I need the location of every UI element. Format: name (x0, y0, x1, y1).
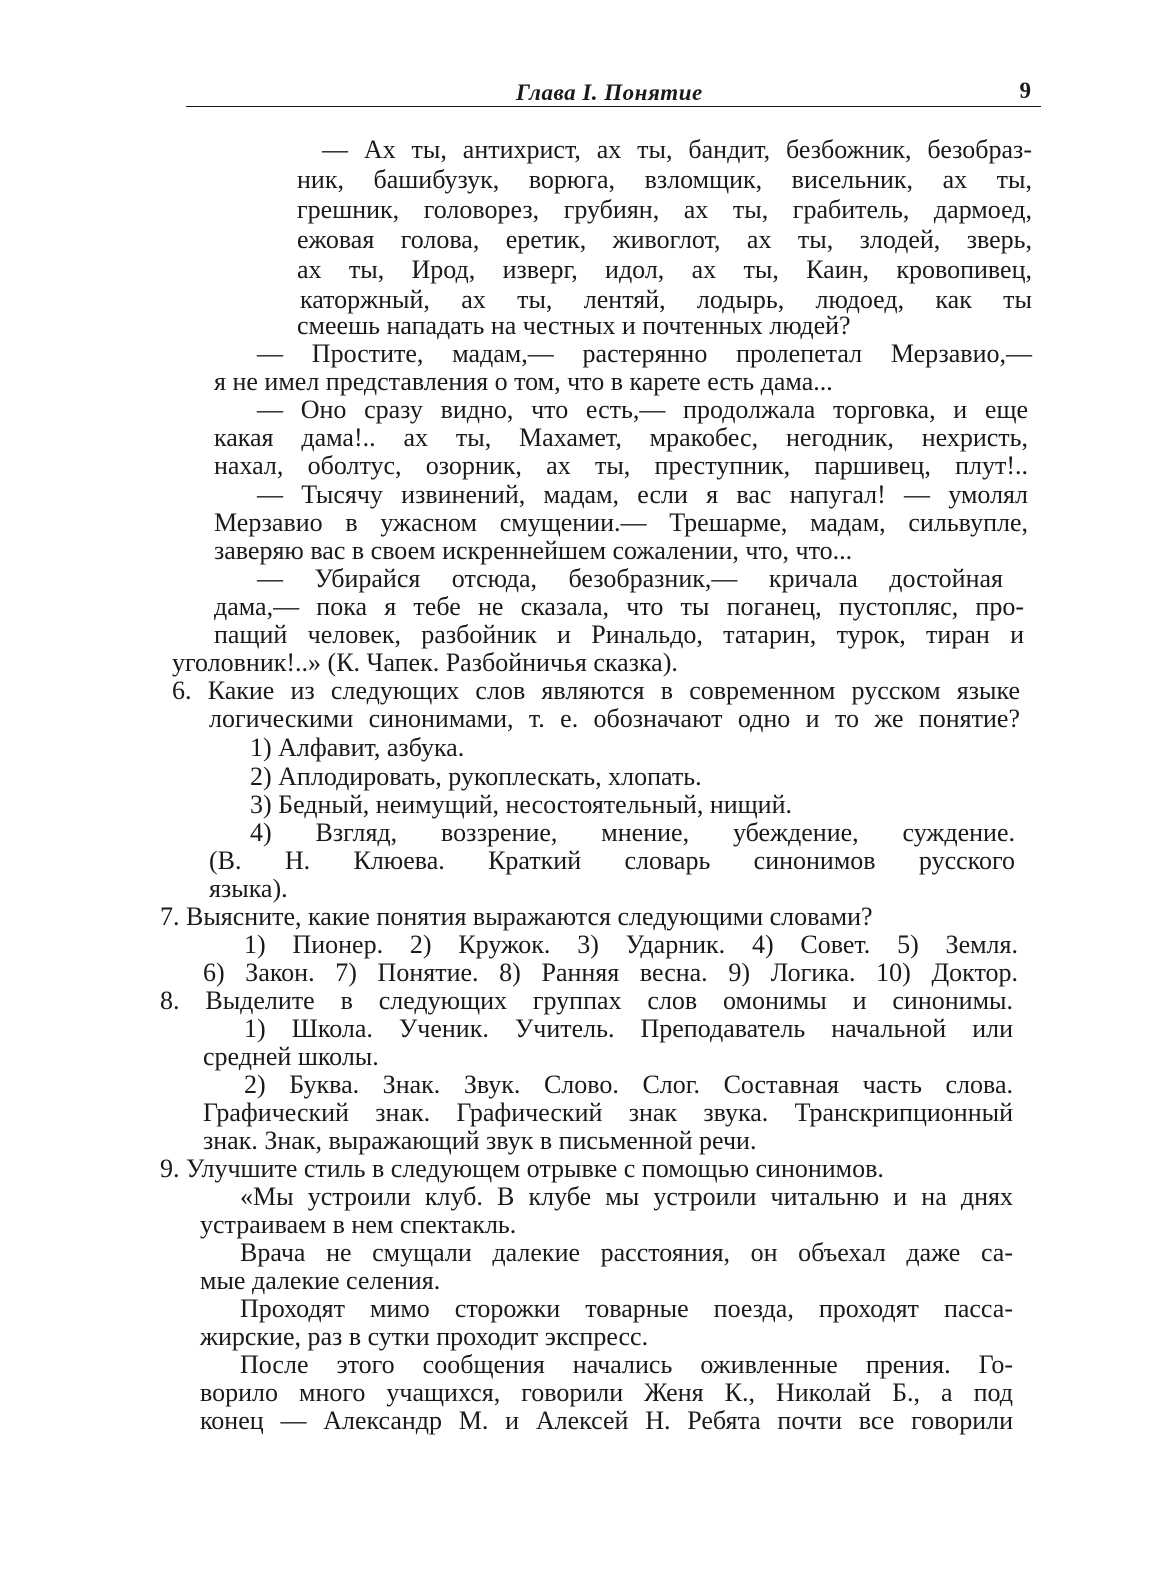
text-line: Проходят мимо сторожки товарные поезда, проходят пасса- (240, 1294, 1013, 1323)
text-line: 2) Буква. Знак. Звук. Слово. Слог. Составная часть слова. (244, 1070, 1013, 1099)
page-number: 9 (1019, 78, 1031, 103)
text-line: 1) Пионер. 2) Кружок. 3) Ударник. 4) Совет. 5) Земля. (244, 930, 1018, 959)
text-line: (В. Н. Клюева. Краткий словарь синонимов русского (209, 846, 1015, 875)
text-line: — Убирайся отсюда, безобразник,— кричала достойная (257, 564, 1003, 593)
text-line: — Ах ты, антихрист, ах ты, бандит, безбожник, безобраз- (322, 135, 1032, 164)
text-line: какая дама!.. ах ты, Махамет, мракобес, негодник, нехристь, (214, 423, 1028, 452)
text-line: грешник, головорез, грубиян, ах ты, грабитель, дармоед, (297, 195, 1032, 224)
text-line: 6) Закон. 7) Понятие. 8) Ранняя весна. 9) Логика. 10) Доктор. (203, 958, 1018, 987)
exercise-6-line: логическими синонимами, т. е. обозначают одно и то же понятие? (209, 704, 1020, 733)
exercise-6-line: 6. Какие из следующих слов являются в современном русском языке (172, 676, 1020, 705)
text-line: знак. Знак, выражающий звук в письменной речи. (203, 1126, 757, 1155)
chapter-title: Глава I. Понятие (516, 80, 703, 105)
text-line: жирские, раз в сутки проходит экспресс. (200, 1322, 649, 1351)
text-line: смеешь нападать на честных и почтенных людей? (297, 311, 851, 340)
text-line: уголовник!..» (К. Чапек. Разбойничья сказка). (172, 648, 678, 677)
running-header (186, 80, 1041, 107)
text-line: конец — Александр М. и Алексей Н. Ребята почти все говорили (200, 1406, 1013, 1435)
text-line: — Оно сразу видно, что есть,— продолжала торговка, и еще (257, 395, 1028, 424)
list-item: 3) Бедный, неимущий, несостоятельный, нищий. (250, 790, 793, 819)
text-line: — Простите, мадам,— растерянно пролепетал Мерзавио,— (257, 339, 1032, 368)
exercise-7-line: 7. Выясните, какие понятия выражаются следующими словами? (160, 902, 873, 931)
exercise-9-line: 9. Улучшите стиль в следующем отрывке с помощью синонимов. (160, 1154, 884, 1183)
text-line: — Тысячу извинений, мадам, если я вас напугал! — умолял (257, 480, 1028, 509)
text-line: дама,— пока я тебе не сказала, что ты поганец, пустопляс, про- (214, 592, 1024, 621)
list-item: 1) Алфавит, азбука. (250, 733, 465, 762)
text-line: ах ты, Ирод, изверг, идол, ах ты, Каин, кровопивец, (297, 255, 1032, 284)
text-line: средней школы. (203, 1042, 379, 1071)
text-line: После этого сообщения начались оживленные прения. Го- (240, 1350, 1013, 1379)
text-line: Мерзавио в ужасном смущении.— Трешарме, мадам, сильвупле, (214, 508, 1028, 537)
text-line: мые далекие селения. (200, 1266, 441, 1295)
text-line: «Мы устроили клуб. В клубе мы устроили читальню и на днях (240, 1182, 1013, 1211)
text-line: заверяю вас в своем искреннейшем сожалении, что, что... (214, 536, 853, 565)
text-line: Графический знак. Графический знак звука. Транскрипционный (203, 1098, 1013, 1127)
text-line: нахал, оболтус, озорник, ах ты, преступник, паршивец, плут!.. (214, 451, 1028, 480)
list-item: 4) Взгляд, воззрение, мнение, убеждение, суждение. (250, 818, 1015, 847)
text-line: Врача не смущали далекие расстояния, он объехал даже са- (240, 1238, 1013, 1267)
exercise-8-line: 8. Выделите в следующих группах слов омонимы и синонимы. (160, 986, 1013, 1015)
text-line: ворило много учащихся, говорили Женя К., Николай Б., а под (200, 1378, 1013, 1407)
text-line: 1) Школа. Ученик. Учитель. Преподаватель начальной или (244, 1014, 1013, 1043)
text-line: каторжный, ах ты, лентяй, лодырь, людоед, как ты (300, 285, 1032, 314)
text-line: ник, башибузук, ворюга, взломщик, висельник, ах ты, (297, 165, 1032, 194)
text-line: устраиваем в нем спектакль. (200, 1210, 517, 1239)
text-line: языка). (209, 874, 288, 903)
text-line: пащий человек, разбойник и Ринальдо, татарин, турок, тиран и (214, 620, 1024, 649)
text-line: я не имел представления о том, что в карете есть дама... (214, 367, 833, 396)
list-item: 2) Аплодировать, рукоплескать, хлопать. (250, 762, 702, 791)
text-line: ежовая голова, еретик, живоглот, ах ты, злодей, зверь, (297, 225, 1032, 254)
